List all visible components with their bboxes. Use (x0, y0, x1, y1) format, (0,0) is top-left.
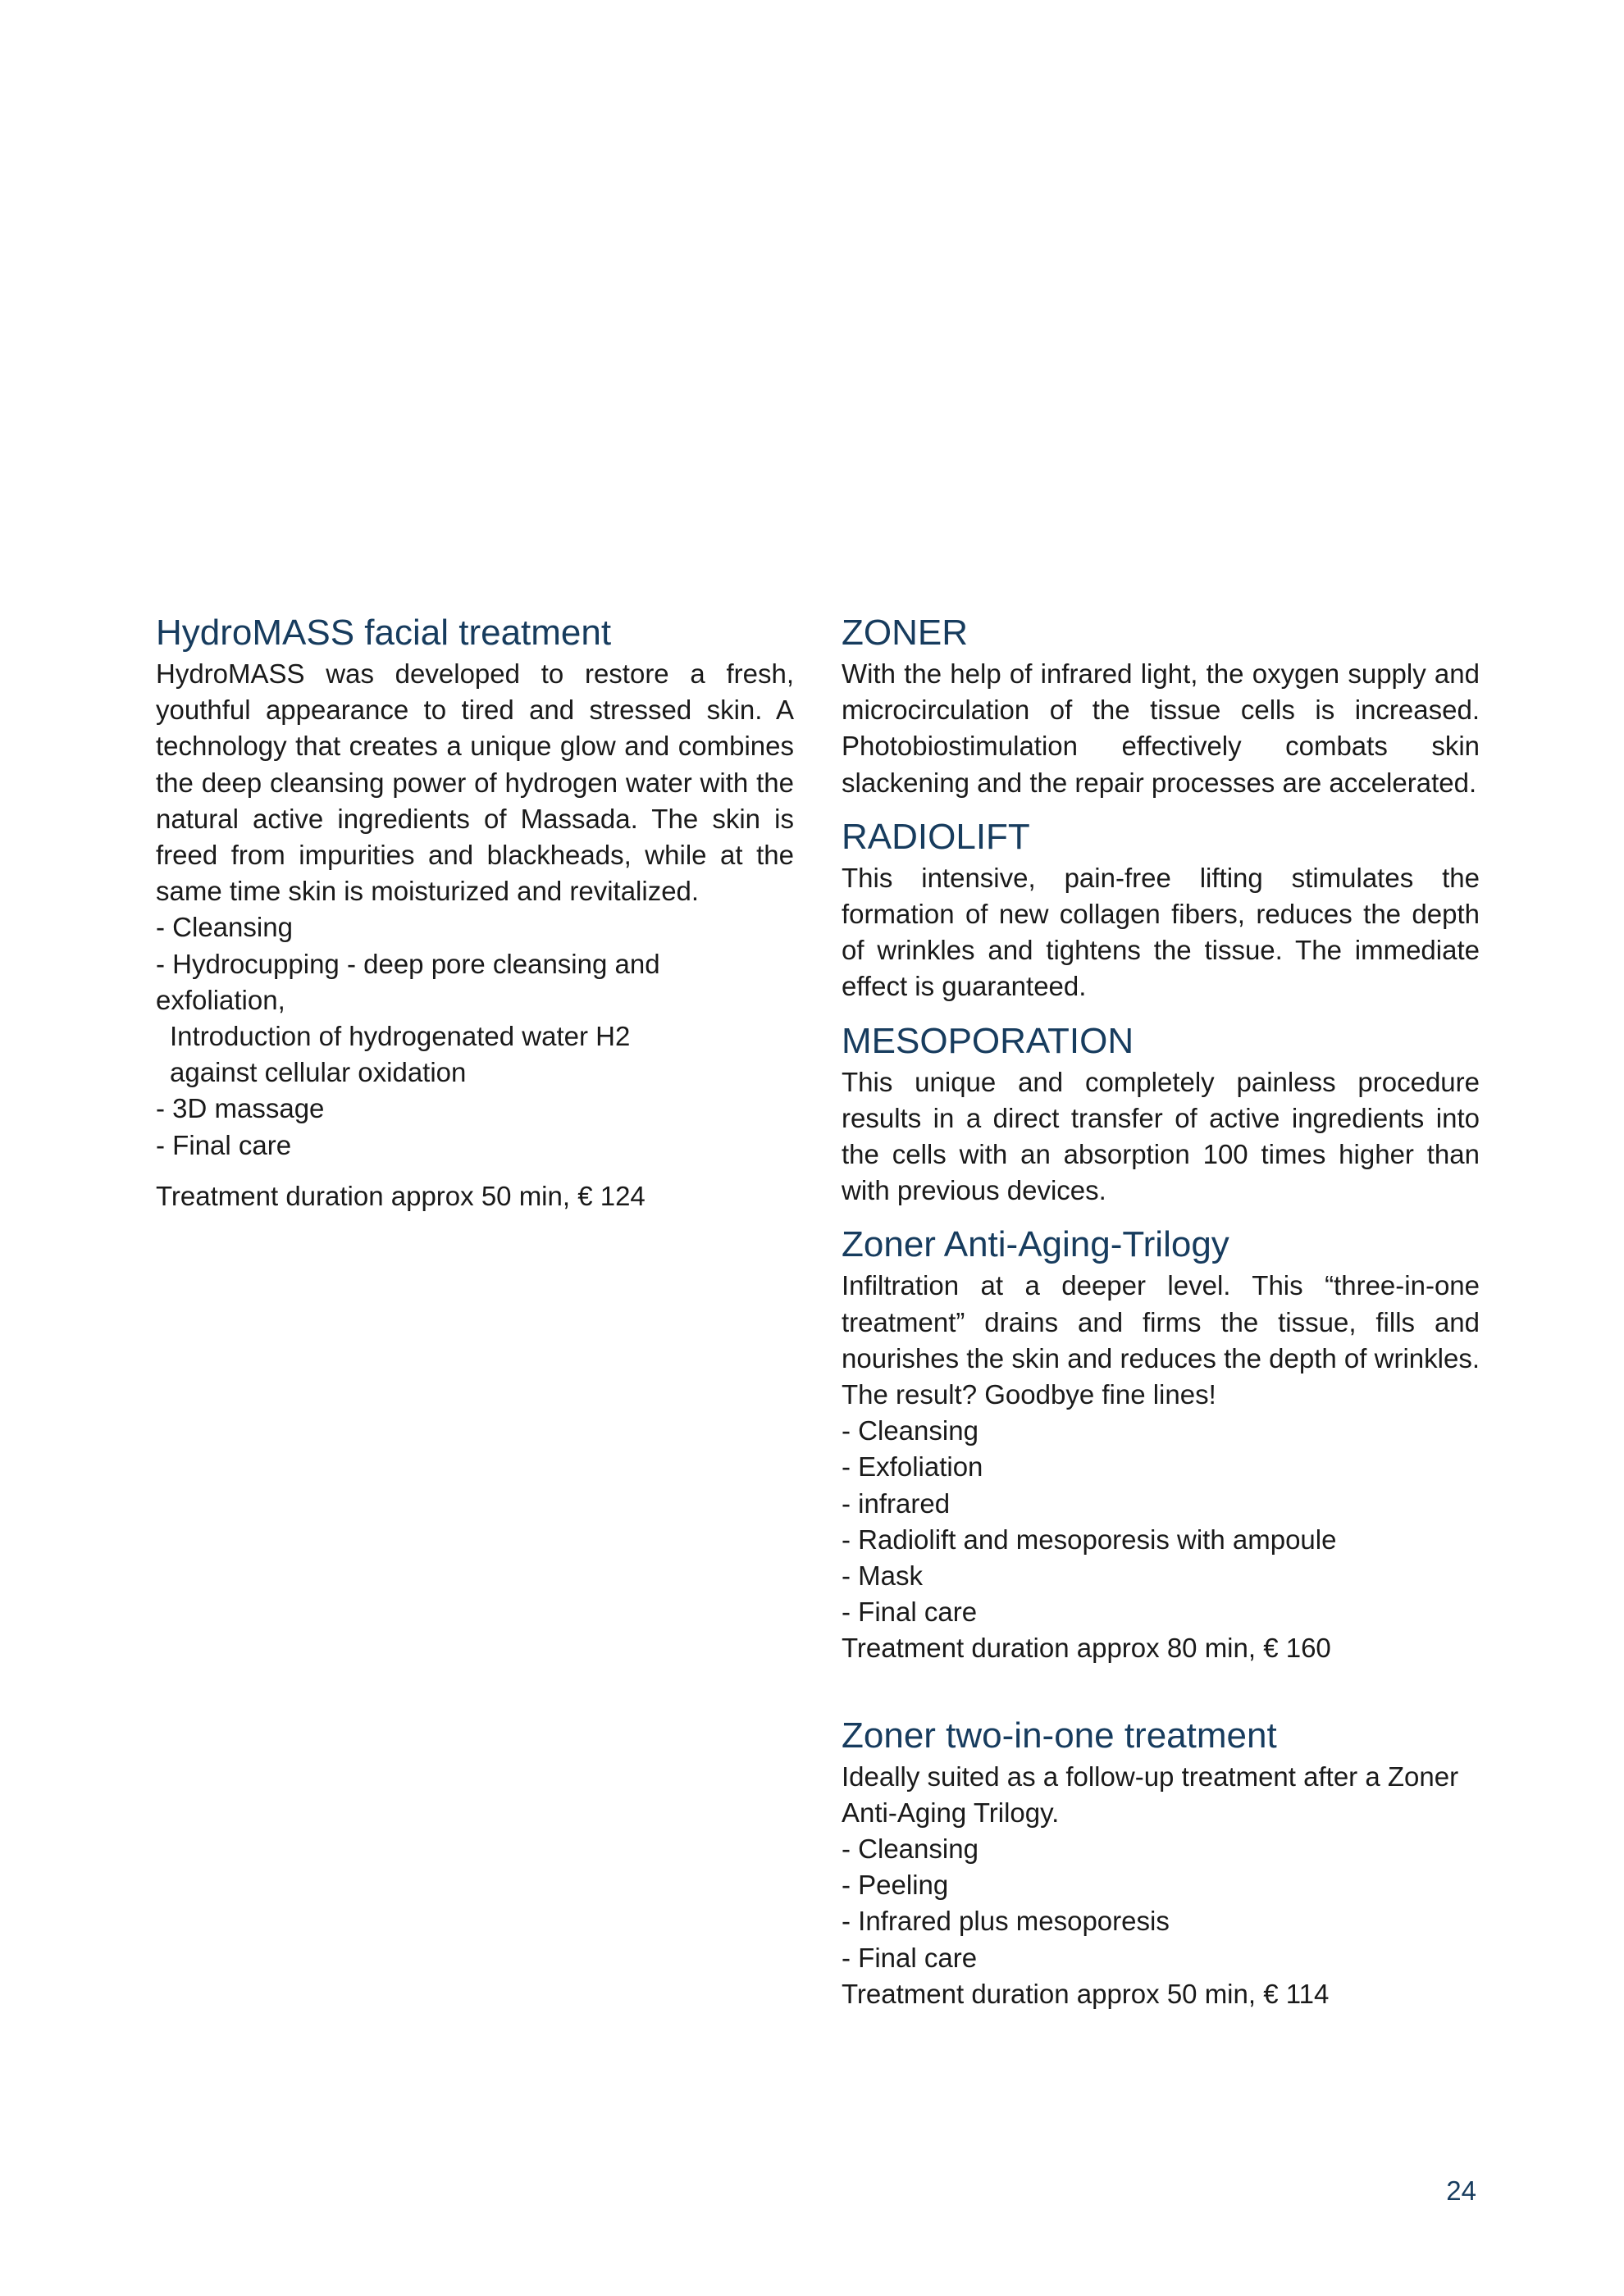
list-item: - Exfoliation (842, 1451, 983, 1483)
hydromass-steps (156, 909, 794, 1163)
list-item: - Radiolift and mesoporesis with ampoule (842, 1524, 1337, 1555)
mesoporation-description: This unique and completely painless procedure results in a direct transfer of active ingredients into the cells with an absorption 100 times higher than with previous devices. (842, 1066, 1480, 1206)
trilogy-title: Zoner Anti-Aging-Trilogy (842, 1224, 1229, 1265)
hydromass-description: HydroMASS was developed to restore a fresh, youthful appearance to tired and stressed skin. A technology that creates a unique glow and combines the deep cleansing power of hydrogen water with the natural active ingredients of Massada. The skin is freed from impurities and blackheads, while at the same time skin is moisturized and revitalized. (156, 658, 794, 907)
two-in-one-steps (842, 1831, 1480, 1976)
trilogy-duration: Treatment duration approx 80 min, € 160 (842, 1633, 1331, 1664)
list-item: - Cleansing (842, 1415, 979, 1446)
list-item: Introduction of hydrogenated water H2 (170, 1021, 631, 1052)
two-in-one-section (842, 1713, 1480, 2012)
radiolift-section (842, 814, 1480, 1005)
list-item: against cellular oxidation (170, 1057, 467, 1088)
list-item: - Final care (842, 1942, 978, 1973)
radiolift-title: RADIOLIFT (842, 816, 1030, 857)
two-in-one-duration: Treatment duration approx 50 min, € 114 (842, 1978, 1330, 2009)
list-item: - Final care (842, 1597, 978, 1628)
zoner-section (842, 610, 1480, 801)
page-number: 24 (1446, 2175, 1476, 2206)
list-item: - Final care (156, 1129, 292, 1160)
two-in-one-title: Zoner two-in-one treatment (842, 1715, 1277, 1756)
hydromass-duration: Treatment duration approx 50 min, € 124 (156, 1180, 645, 1211)
list-item: - infrared (842, 1487, 951, 1519)
list-item: - Hydrocupping - deep pore cleansing and exfoliation, (156, 948, 660, 1015)
left-column (156, 610, 794, 1214)
mesoporation-title: MESOPORATION (842, 1020, 1134, 1061)
mesoporation-section (842, 1018, 1480, 1210)
list-item: - Peeling (842, 1870, 949, 1901)
list-item: - Cleansing (156, 912, 293, 943)
hydromass-section (156, 610, 794, 1214)
list-item: - Cleansing (842, 1834, 979, 1865)
trilogy-section (842, 1222, 1480, 1666)
radiolift-description: This intensive, pain-free lifting stimulates the formation of new collagen fibers, reduces the depth of wrinkles and tightens the tissue. The immediate effect is guaranteed. (842, 862, 1480, 1002)
hydromass-title: HydroMASS facial treatment (156, 613, 612, 653)
list-item: - 3D massage (156, 1093, 325, 1124)
two-in-one-description: Ideally suited as a follow-up treatment after a Zoner Anti-Aging Trilogy. (842, 1761, 1459, 1828)
right-column (842, 610, 1480, 2012)
zoner-title: ZONER (842, 613, 968, 653)
trilogy-description: Infiltration at a deeper level. This “three-in-one treatment” drains and firms the tissue, fills and nourishes the skin and reduces the depth of wrinkles. The result? Goodbye fine lines! (842, 1270, 1480, 1410)
list-item: - Infrared plus mesoporesis (842, 1906, 1170, 1937)
trilogy-steps (842, 1413, 1480, 1630)
list-item: - Mask (842, 1560, 923, 1592)
zoner-description: With the help of infrared light, the oxygen supply and microcirculation of the tissue cells is increased. Photobiostimulation effectively combats skin slackening and the repair processes are accelerated. (842, 658, 1480, 798)
